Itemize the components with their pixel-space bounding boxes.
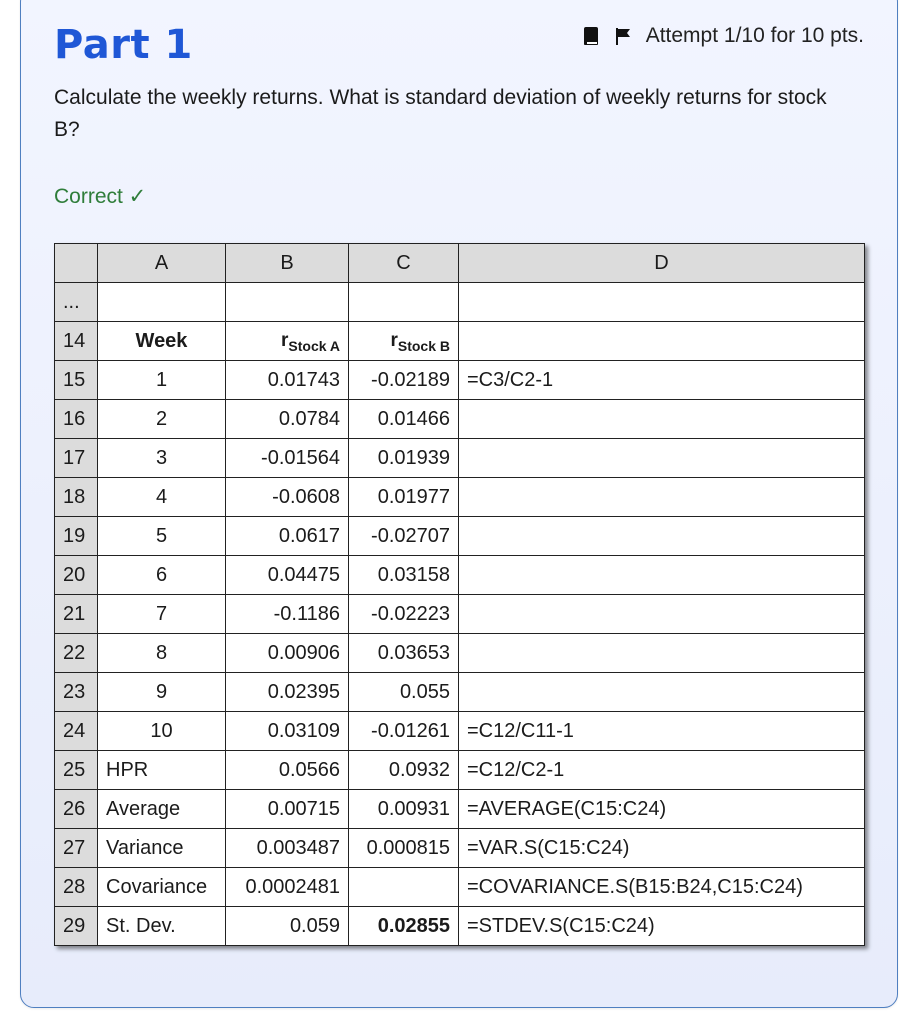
cell-b: -0.01564 bbox=[226, 439, 349, 478]
cell-a: 7 bbox=[98, 595, 226, 634]
cell-a: 3 bbox=[98, 439, 226, 478]
cell-b: -0.1186 bbox=[226, 595, 349, 634]
cell-b: 0.0784 bbox=[226, 400, 349, 439]
column-header-a: A bbox=[98, 244, 226, 283]
cell-c: 0.03653 bbox=[349, 634, 459, 673]
cell-d bbox=[459, 595, 865, 634]
table-row bbox=[55, 556, 865, 595]
table-header-row bbox=[55, 322, 865, 361]
cell bbox=[459, 283, 865, 322]
cell-d: =C3/C2-1 bbox=[459, 361, 865, 400]
cell-d: =C12/C11-1 bbox=[459, 712, 865, 751]
cell-b: 0.0617 bbox=[226, 517, 349, 556]
row-number: ... bbox=[55, 283, 98, 322]
column-header-b: B bbox=[226, 244, 349, 283]
cell-c: -0.02189 bbox=[349, 361, 459, 400]
cell-a: 2 bbox=[98, 400, 226, 439]
row-number: 16 bbox=[55, 400, 98, 439]
cell-a: 6 bbox=[98, 556, 226, 595]
cell bbox=[349, 283, 459, 322]
table-row bbox=[55, 673, 865, 712]
cell-c: 0.02855 bbox=[349, 907, 459, 946]
cell-b: 0.01743 bbox=[226, 361, 349, 400]
cell-d bbox=[459, 556, 865, 595]
cell-a: 9 bbox=[98, 673, 226, 712]
cell-a: St. Dev. bbox=[98, 907, 226, 946]
row-number: 17 bbox=[55, 439, 98, 478]
book-icon[interactable] bbox=[582, 26, 600, 46]
cell-c: 0.01466 bbox=[349, 400, 459, 439]
cell-b: -0.0608 bbox=[226, 478, 349, 517]
cell-c: 0.01939 bbox=[349, 439, 459, 478]
cell-d bbox=[459, 400, 865, 439]
cell-a: 4 bbox=[98, 478, 226, 517]
table-row bbox=[55, 751, 865, 790]
row-number: 15 bbox=[55, 361, 98, 400]
table-row bbox=[55, 361, 865, 400]
table-row bbox=[55, 478, 865, 517]
cell-b: 0.00715 bbox=[226, 790, 349, 829]
row-number: 26 bbox=[55, 790, 98, 829]
cell-b: 0.03109 bbox=[226, 712, 349, 751]
cell-d bbox=[459, 673, 865, 712]
row-number: 14 bbox=[55, 322, 98, 361]
cell-a: Variance bbox=[98, 829, 226, 868]
cell-b: 0.003487 bbox=[226, 829, 349, 868]
table-row bbox=[55, 595, 865, 634]
return-a-header: $r_{Stock A}$ bbox=[226, 322, 349, 361]
status-correct: Correct ✓ bbox=[54, 185, 147, 208]
cell-c: 0.03158 bbox=[349, 556, 459, 595]
cell-b: 0.0566 bbox=[226, 751, 349, 790]
cell-c: 0.00931 bbox=[349, 790, 459, 829]
row-number: 19 bbox=[55, 517, 98, 556]
cell-c: -0.02223 bbox=[349, 595, 459, 634]
cell-c: -0.02707 bbox=[349, 517, 459, 556]
cell-c: 0.000815 bbox=[349, 829, 459, 868]
cell-a: Covariance bbox=[98, 868, 226, 907]
cell-c: -0.01261 bbox=[349, 712, 459, 751]
cell-c: 0.0932 bbox=[349, 751, 459, 790]
row-number: 25 bbox=[55, 751, 98, 790]
spreadsheet bbox=[54, 243, 865, 946]
table-row bbox=[55, 517, 865, 556]
table-row bbox=[55, 829, 865, 868]
cell-a: 8 bbox=[98, 634, 226, 673]
table-row bbox=[55, 712, 865, 751]
row-number: 18 bbox=[55, 478, 98, 517]
table-row bbox=[55, 439, 865, 478]
cell-d bbox=[459, 634, 865, 673]
cell-b: 0.0002481 bbox=[226, 868, 349, 907]
row-number: 23 bbox=[55, 673, 98, 712]
row-number: 24 bbox=[55, 712, 98, 751]
return-b-header: $r_{Stock B}$ bbox=[349, 322, 459, 361]
row-number: 29 bbox=[55, 907, 98, 946]
row-number: 21 bbox=[55, 595, 98, 634]
cell bbox=[226, 283, 349, 322]
row-number: 27 bbox=[55, 829, 98, 868]
column-header-c: C bbox=[349, 244, 459, 283]
cell-b: 0.059 bbox=[226, 907, 349, 946]
table-row bbox=[55, 634, 865, 673]
cell-b: 0.02395 bbox=[226, 673, 349, 712]
table-row bbox=[55, 400, 865, 439]
week-header: Week bbox=[98, 322, 226, 361]
cell-a: HPR bbox=[98, 751, 226, 790]
flag-icon[interactable] bbox=[614, 26, 632, 46]
table-row bbox=[55, 868, 865, 907]
cell-d: =STDEV.S(C15:C24) bbox=[459, 907, 865, 946]
cell-c: 0.055 bbox=[349, 673, 459, 712]
corner-cell bbox=[55, 244, 98, 283]
question-text: Calculate the weekly returns. What is standard deviation of weekly returns for stock B? bbox=[54, 86, 827, 141]
cell-d bbox=[459, 517, 865, 556]
cell-a: Average bbox=[98, 790, 226, 829]
cell-a: 10 bbox=[98, 712, 226, 751]
cell-a: 1 bbox=[98, 361, 226, 400]
toolbar bbox=[582, 24, 864, 48]
cell-a: 5 bbox=[98, 517, 226, 556]
cell-d: =AVERAGE(C15:C24) bbox=[459, 790, 865, 829]
cell-b: 0.04475 bbox=[226, 556, 349, 595]
row-number: 28 bbox=[55, 868, 98, 907]
column-header-row bbox=[55, 244, 865, 283]
row-number: 20 bbox=[55, 556, 98, 595]
table-row bbox=[55, 907, 865, 946]
part-title: Part 1 bbox=[54, 22, 193, 68]
cell-d: =C12/C2-1 bbox=[459, 751, 865, 790]
cell-b: 0.00906 bbox=[226, 634, 349, 673]
cell-d: =COVARIANCE.S(B15:B24,C15:C24) bbox=[459, 868, 865, 907]
ellipsis-row bbox=[55, 283, 865, 322]
column-header-d: D bbox=[459, 244, 865, 283]
cell-d bbox=[459, 439, 865, 478]
attempt-counter: Attempt 1/10 for 10 pts. bbox=[645, 24, 864, 47]
cell bbox=[98, 283, 226, 322]
cell-c: 0.01977 bbox=[349, 478, 459, 517]
cell-d bbox=[459, 478, 865, 517]
cell bbox=[459, 322, 865, 361]
row-number: 22 bbox=[55, 634, 98, 673]
cell-d: =VAR.S(C15:C24) bbox=[459, 829, 865, 868]
table-row bbox=[55, 790, 865, 829]
cell-c bbox=[349, 868, 459, 907]
